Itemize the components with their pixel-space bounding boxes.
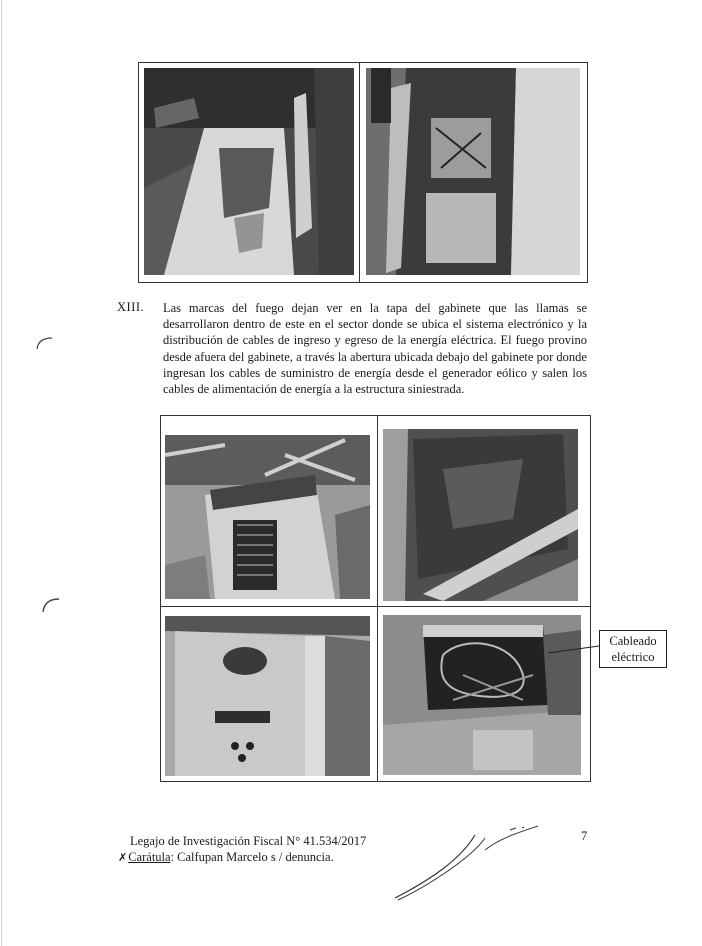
photo-electrical-cabling (383, 615, 581, 775)
margin-mark (40, 596, 62, 614)
top-photo-grid (138, 62, 588, 283)
photo-cabinet-lid-opening (165, 616, 370, 776)
grid-divider (359, 63, 360, 282)
grid-divider (161, 606, 590, 607)
section-paragraph: Las marcas del fuego dejan ver en la tapa del gabinete que las llamas se desarrollaron dentro de este en el sector donde se ubica el sistema electrónico y la distribución de cables de ingreso y egreso de la energía eléctrica. El fuego provino desde afuera del gabinete, a través la abertura ubicada debajo del gabinete por donde ingresan los cables de suministro de energía desde el generador eólico y salen los cables de alimentación de energía a la estructura siniestrada. (163, 301, 587, 397)
signature-scribble (390, 820, 560, 910)
caratula-text: : Calfupan Marcelo s / denuncia. (170, 850, 334, 864)
callout-line-1: Cableado (609, 634, 657, 648)
photo-open-cabinet-interior (366, 68, 580, 275)
callout-cableado-electrico (599, 630, 667, 668)
bottom-photo-grid (160, 415, 591, 782)
caratula-label: Carátula (128, 850, 171, 864)
scan-edge-line (1, 0, 2, 946)
footer-legajo: Legajo de Investigación Fiscal N° 41.534/2017 (130, 834, 367, 848)
callout-line-2: eléctrico (611, 650, 655, 664)
section-number: XIII. (117, 300, 145, 314)
photo-burned-cabinet-lid (144, 68, 354, 275)
margin-mark (35, 335, 55, 351)
page-number: 7 (581, 829, 588, 843)
footer-caratula (118, 850, 334, 865)
photo-charred-cabinet-wall (383, 429, 578, 601)
grid-divider (377, 416, 378, 781)
photo-cabinet-exterior-vent (165, 435, 370, 599)
x-mark-icon: ✗ (118, 852, 128, 864)
